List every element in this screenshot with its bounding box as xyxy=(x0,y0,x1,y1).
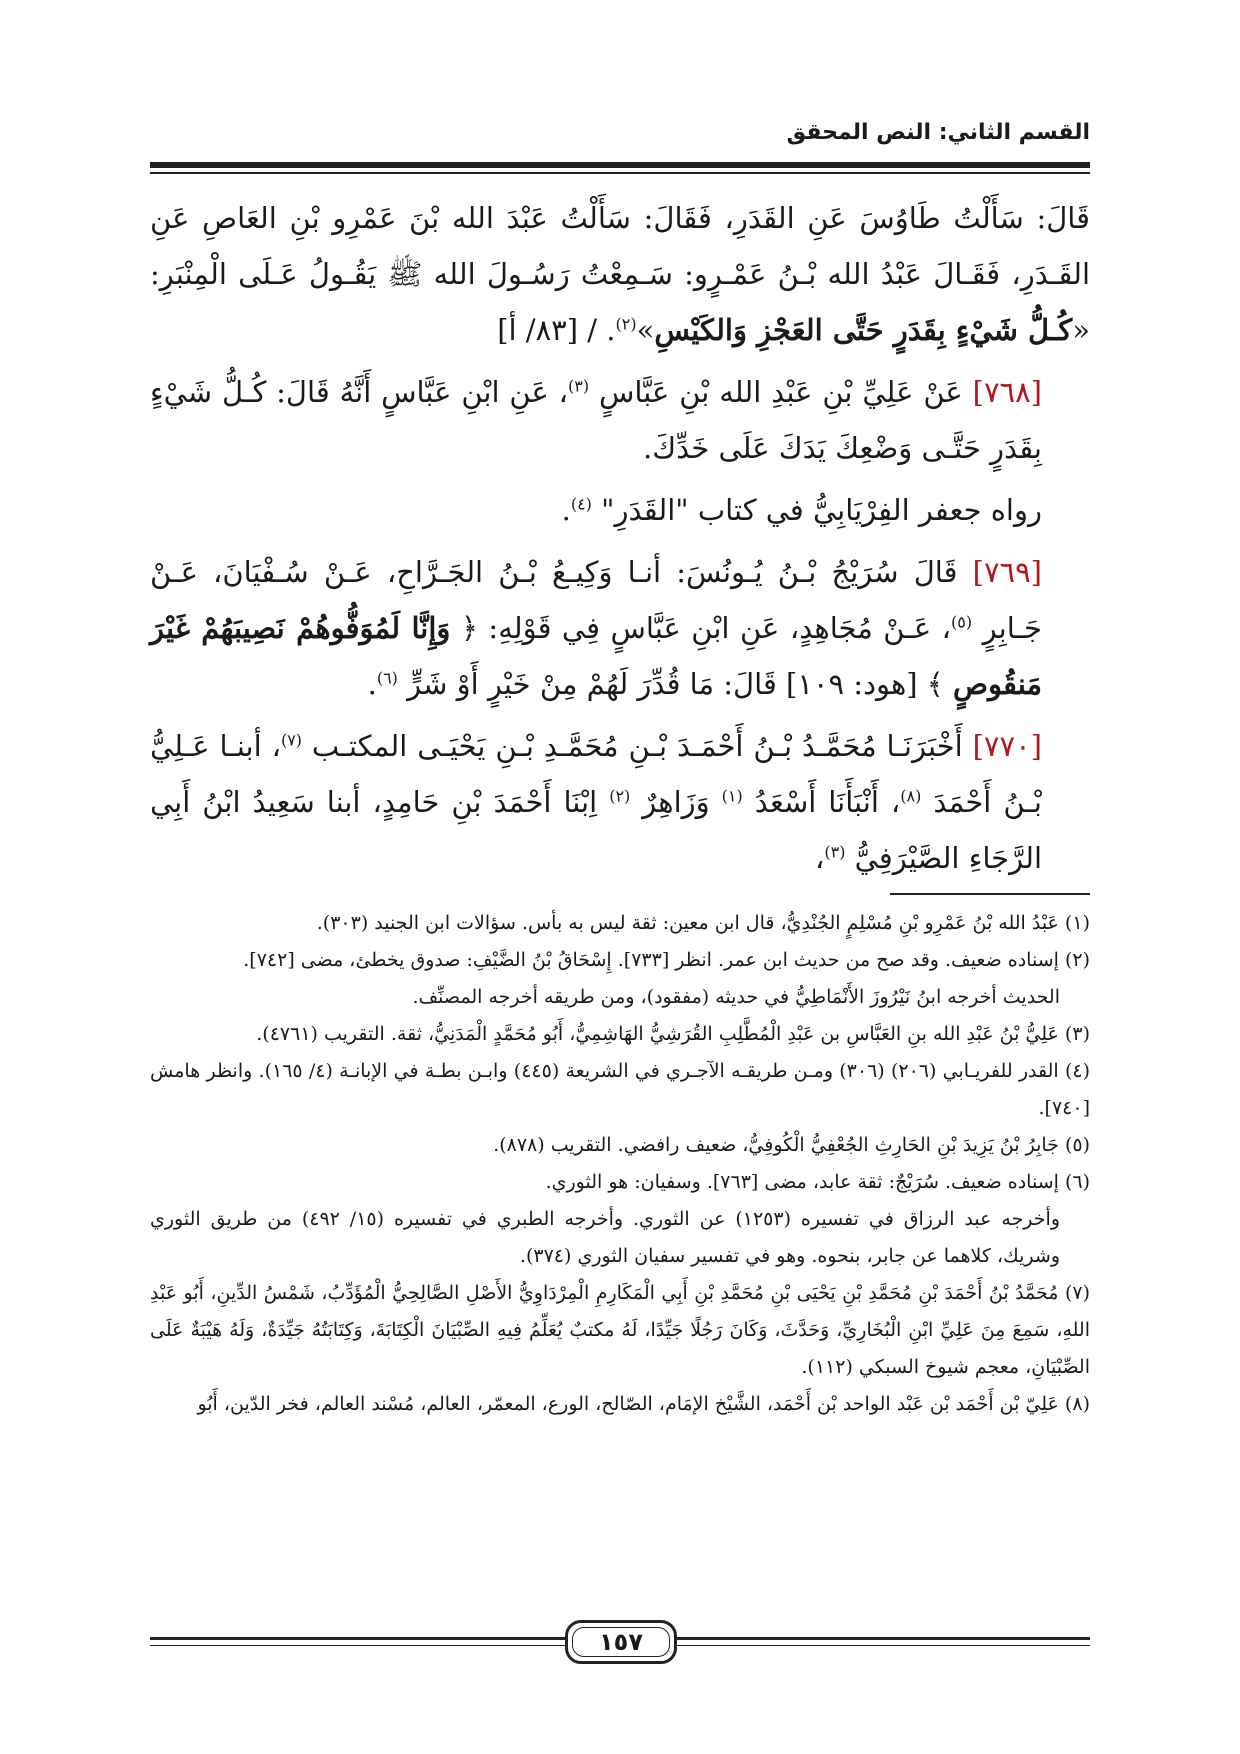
footnote-2: (٢) إسناده ضعيف. وقد صح من حديث ابن عمر. انظر [٧٣٣]. إِسْحَاقُ بْنُ الضَّيْفِ: صدوق يخطئ، مضى [٧٤٢]. xyxy=(243,949,1090,971)
page-number-badge-frame xyxy=(572,1627,670,1657)
footnote-6-continuation: وأخرجه عبد الرزاق في تفسيره (١٢٥٣) عن الثوري. وأخرجه الطبري في تفسيره (١٥/ ٤٩٢) من طريق الثوري وشريك، كلاهما عن جابر، بنحوه. وهو في تفسير سفيان الثوري (٣٧٤). xyxy=(150,1208,1060,1267)
page-number-badge xyxy=(565,1620,677,1664)
paragraph-riwaya: رواه جعفر الفِرْيَابِيُّ في كتاب "القَدَرِ" $^{(٤)}$. xyxy=(561,493,1042,527)
entry-number: [٧٦٩] xyxy=(972,555,1042,589)
footnote-8: (٨) عَلِيّ بْن أَحْمَد بْن عَبْد الواحد بْن أَحْمَد، الشَّيْخ الإمَام، الصّالح، الورع، المعمّر، العالم، مُسْند العالم، فخر الدّين، أَبُو xyxy=(197,1393,1090,1415)
footnote-ref[interactable]: (١) xyxy=(721,786,743,806)
footnote-ref[interactable]: (٣) xyxy=(824,842,846,862)
footnote-ref[interactable]: (٦) xyxy=(376,668,398,688)
header-rule-thin xyxy=(150,172,1090,174)
footnote-ref[interactable]: (٣) xyxy=(568,376,590,396)
hadith-text: كُـلُّ شَيْءٍ بِقَدَرٍ حَتَّى العَجْزِ وَالكَيْسِ xyxy=(654,313,1073,347)
footnote-separator xyxy=(890,893,1090,895)
footnote-3: (٣) عَلِيُّ بْنُ عَبْدِ الله بنِ العَبَّاسِ بن عَبْدِ الْمُطَّلِبِ القُرَشِيُّ الهَاشِمِيُّ، أَبُو مُحَمَّدٍ الْمَدَنِيُّ، ثقة. التقريب (٤٧٦١). xyxy=(256,1023,1090,1045)
footnotes xyxy=(150,905,1090,1423)
paragraph-768: [٧٦٨] عَنْ عَلِيِّ بْنِ عَبْدِ الله بْنِ عَبَّاسٍ $^{(٣)}$، عَنِ ابْنِ عَبَّاسٍ أَنَّهُ قَالَ: كُـلُّ شَيْءٍ بِقَدَرٍ حَتَّـى وَضْعِكَ يَدَكَ عَلَى خَدِّكَ. xyxy=(150,375,1042,465)
entry-number: [٧٧٠] xyxy=(972,729,1042,763)
paragraph-770: [٧٧٠] أَخْبَرَنَـا مُحَمَّـدُ بْـنُ أَحْمَـدَ بْـنِ مُحَمَّـدِ بْـنِ يَحْيَـى المكتـب $^{(٧)}$، أبنـا عَـلِيُّ بْـنُ أَحْمَدَ $^{(٨)}$، أَنْبَأَنَا أَسْعَدُ $^{(١)}$ وَزَاهِرٌ $^{(٢)}$ اِبْنَا أَحْمَدَ بْنِ حَامِدٍ، أبنا سَعِيدُ ابْنُ أَبِي الرَّجَاءِ الصَّيْرَفِيُّ $^{(٣)}$، xyxy=(150,729,1042,875)
paragraph-hadith-qadar: قَالَ: سَأَلْتُ طَاوُسَ عَنِ القَدَرِ، فَقَالَ: سَأَلْتُ عَبْدَ الله بْنَ عَمْرِو بْنِ العَاصِ عَنِ القَـدَرِ، فَقَـالَ عَبْدُ الله بْـنُ عَمْـرٍو: سَـمِعْتُ رَسُـولَ الله ﷺ يَقُـولُ عَـلَى الْمِنْبَرِ: «كُـلُّ شَيْءٍ بِقَدَرٍ حَتَّى العَجْزِ وَالكَيْسِ»$^{(٢)}$. / [٨٣/ أ] xyxy=(150,201,1090,347)
footnote-7: (٧) مُحَمَّدُ بْنُ أَحْمَدَ بْنِ مُحَمَّدِ بْنِ يَحْيَى بْنِ مُحَمَّدِ بْنِ أَبِي الْمَكَارِمِ الْمِرْدَاوِيُّ الأَصْلِ الصَّالِحِيُّ الْمُؤَدِّبُ، شَمْسُ الدِّينِ، أَبُو عَبْدِ اللهِ، سَمِعَ مِنَ عَلِيِّ ابْنِ الْبُخَارِيِّ، وَحَدَّثَ، وَكَانَ رَجُلًا جَيِّدًا، لَهُ مكتبٌ يُعَلِّمُ فِيهِ الصِّبْيَانَ الْكِتَابَةَ، وَكِتَابَتُهُ جَيِّدَةٌ، وَلَهُ هَيْبَةٌ عَلَى الصِّبْيَانِ، معجم شيوخ السبكي (١١٢). xyxy=(150,1282,1090,1378)
quran-verse: وَإِنَّا لَمُوَفُّوهُمْ نَصِيبَهُمْ غَيْرَ مَنقُوصٍ xyxy=(150,611,1042,701)
entry-number: [٧٦٨] xyxy=(972,375,1042,409)
main-text xyxy=(150,190,1090,892)
footnote-ref[interactable]: (٢) xyxy=(615,314,637,334)
footnote-ref[interactable]: (٢) xyxy=(609,786,631,806)
footnote-5: (٥) جَابِرُ بْنُ يَزِيدَ بْنِ الحَارِثِ الجُعْفِيُّ الْكُوفِيُّ، ضعيف رافضي. التقريب (٨٧٨). xyxy=(493,1134,1090,1156)
page-number: ١٥٧ xyxy=(599,1628,643,1656)
footnote-4: (٤) القدر للفريـابي (٢٠٦) (٣٠٦) ومـن طريقـه الآجـري في الشريعة (٤٤٥) وابـن بطـة في الإبانـة (٤/ ١٦٥). وانظر هامش [٧٤٠]. xyxy=(150,1060,1091,1119)
paragraph-769: [٧٦٩] قَالَ سُرَيْجُ بْـنُ يُـونُسَ: أنـا وَكِيـعُ بْـنُ الجَـرَّاحِ، عَـنْ سُـفْيَانَ، عَـنْ جَـابِرٍ $^{(٥)}$، عَـنْ مُجَاهِدٍ، عَنِ ابْنِ عَبَّاسٍ فِي قَوْلِهِ: ﴿ وَإِنَّا لَمُوَفُّوهُمْ نَصِيبَهُمْ غَيْرَ مَنقُوصٍ ﴾ [هود: ١٠٩] قَالَ: مَا قُدِّرَ لَهُمْ مِنْ خَيْرٍ أَوْ شَرٍّ $^{(٦)}$. xyxy=(150,555,1042,701)
running-header-title: القسم الثاني: النص المحقق xyxy=(786,120,1090,145)
footnote-ref[interactable]: (٥) xyxy=(951,612,973,632)
footnote-ref[interactable]: (٨) xyxy=(900,786,922,806)
footnote-1: (١) عَبْدُ الله بْنُ عَمْرِو بْنِ مُسْلِمٍ الجُنْدِيُّ، قال ابن معين: ثقة ليس به بأس. سؤالات ابن الجنيد (٣٠٣). xyxy=(316,912,1090,934)
header-rule xyxy=(150,162,1090,168)
footnote-ref[interactable]: (٤) xyxy=(570,494,592,514)
footnote-2-continuation: الحديث أخرجه ابنُ نَيْرُوزَ الأَنْمَاطِيُّ في حديثه (مفقود)، ومن طريقه أخرجه المصنِّف. xyxy=(412,986,1060,1008)
footnote-6: (٦) إسناده ضعيف. سُرَيْجٌ: ثقة عابد، مضى [٧٦٣]. وسفيان: هو الثوري. xyxy=(545,1171,1090,1193)
footnote-ref[interactable]: (٧) xyxy=(280,730,303,750)
